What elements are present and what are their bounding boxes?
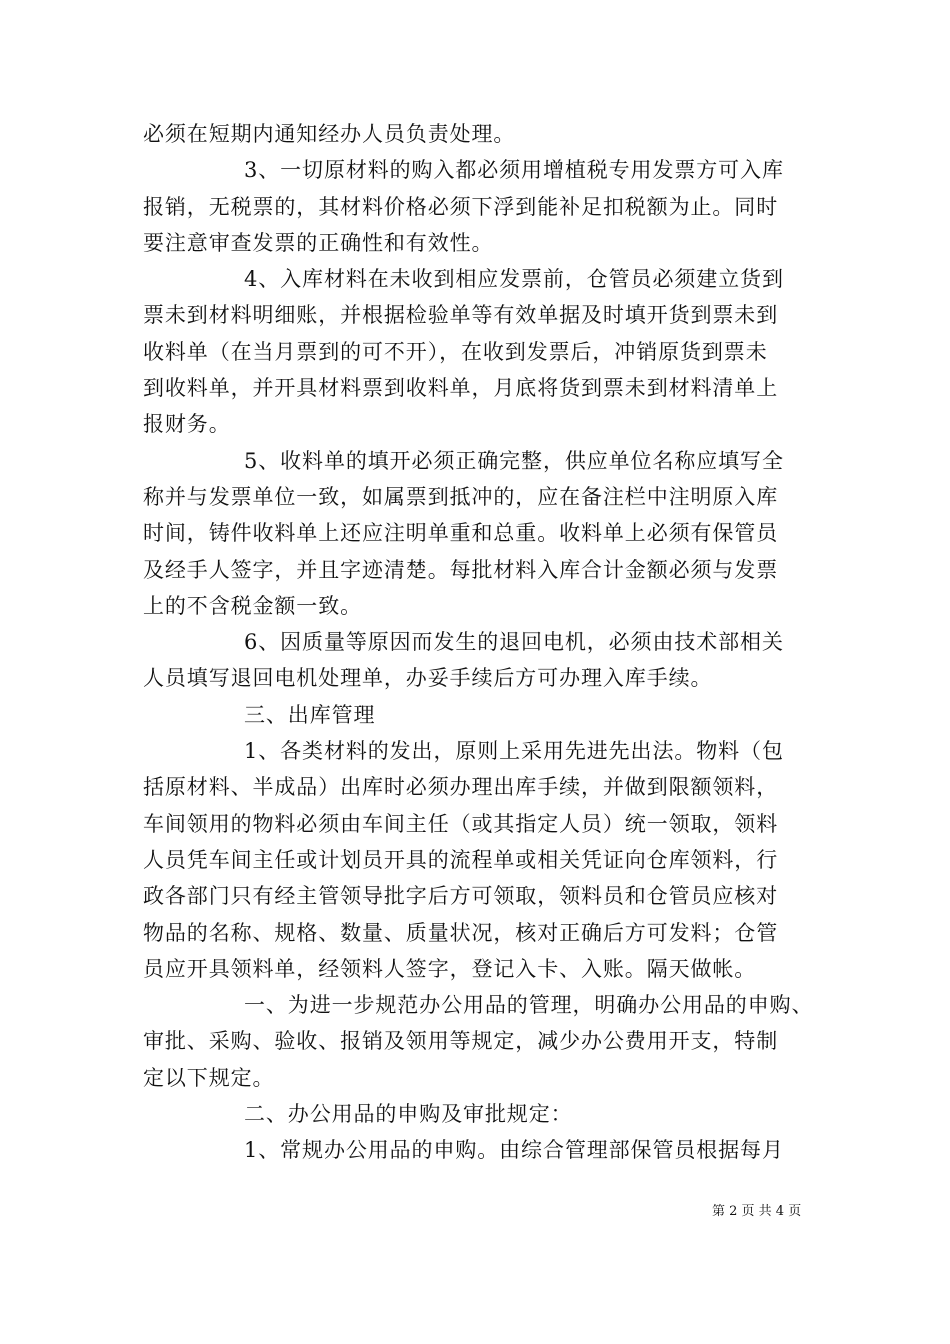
page-number-footer: 第 2 页 共 4 页 (712, 1204, 802, 1219)
document-body (143, 116, 814, 1169)
text-line-12: 时间，铸件收料单上还应注明单重和总重。收料单上必须有保管员 (143, 521, 779, 546)
text-line-6: 票未到材料明细账，并根据检验单等有效单据及时填开货到票未到 (143, 303, 779, 328)
text-line-10: 5、收料单的填开必须正确完整，供应单位名称应填写全 (244, 448, 784, 473)
text-line-9: 报财务。 (143, 412, 231, 437)
section-heading-outbound: 三、出库管理 (244, 702, 376, 727)
text-line-11: 称并与发票单位一致，如属票到抵冲的，应在备注栏中注明原入库 (143, 484, 779, 509)
text-line-25: 一、为进一步规范办公用品的管理，明确办公用品的申购、 (244, 993, 814, 1018)
text-line-5: 4、入库材料在未收到相应发票前，仓管员必须建立货到 (244, 267, 784, 292)
text-line-15: 6、因质量等原因而发生的退回电机，必须由技术部相关 (244, 630, 784, 655)
text-line-26: 审批、采购、验收、报销及领用等规定，减少办公费用开支，特制 (143, 1029, 779, 1054)
text-line-16: 人员填写退回电机处理单，办妥手续后方可办理入库手续。 (143, 666, 713, 691)
text-line-27: 定以下规定。 (143, 1065, 275, 1090)
text-line-4: 要注意审查发票的正确性和有效性。 (143, 230, 494, 255)
text-line-14: 上的不含税金额一致。 (143, 593, 362, 618)
text-line-21: 人员凭车间主任或计划员开具的流程单或相关凭证向仓库领料，行 (143, 847, 779, 872)
section-heading-office-supplies: 二、办公用品的申购及审批规定： (244, 1102, 573, 1127)
text-line-1: 必须在短期内通知经办人员负责处理。 (143, 122, 516, 146)
text-line-24: 员应开具领料单，经领料人签字，登记入卡、入账。隔天做帐。 (143, 956, 757, 981)
text-line-3: 报销，无税票的，其材料价格必须下浮到能补足扣税额为止。同时 (143, 194, 779, 219)
text-line-13: 及经手人签字，并且字迹清楚。每批材料入库合计金额必须与发票 (143, 557, 779, 582)
text-line-18: 1、各类材料的发出，原则上采用先进先出法。物料（包 (244, 739, 784, 764)
text-line-20: 车间领用的物料必须由车间主任（或其指定人员）统一领取，领料 (143, 811, 779, 836)
text-line-8: 到收料单，并开具材料票到收料单，月底将货到票未到材料清单上 (143, 376, 779, 401)
text-line-2: 3、一切原材料的购入都必须用增植税专用发票方可入库 (244, 158, 784, 183)
text-line-7: 收料单（在当月票到的可不开），在收到发票后，冲销原货到票未 (143, 339, 768, 364)
text-line-22: 政各部门只有经主管领导批字后方可领取，领料员和仓管员应核对 (143, 884, 779, 909)
text-line-29: 1、常规办公用品的申购。由综合管理部保管员根据每月 (244, 1138, 784, 1163)
text-line-23: 物品的名称、规格、数量、质量状况，核对正确后方可发料；仓管 (143, 920, 779, 945)
text-line-19: 括原材料、半成品）出库时必须办理出库手续，并做到限额领料， (143, 775, 779, 800)
